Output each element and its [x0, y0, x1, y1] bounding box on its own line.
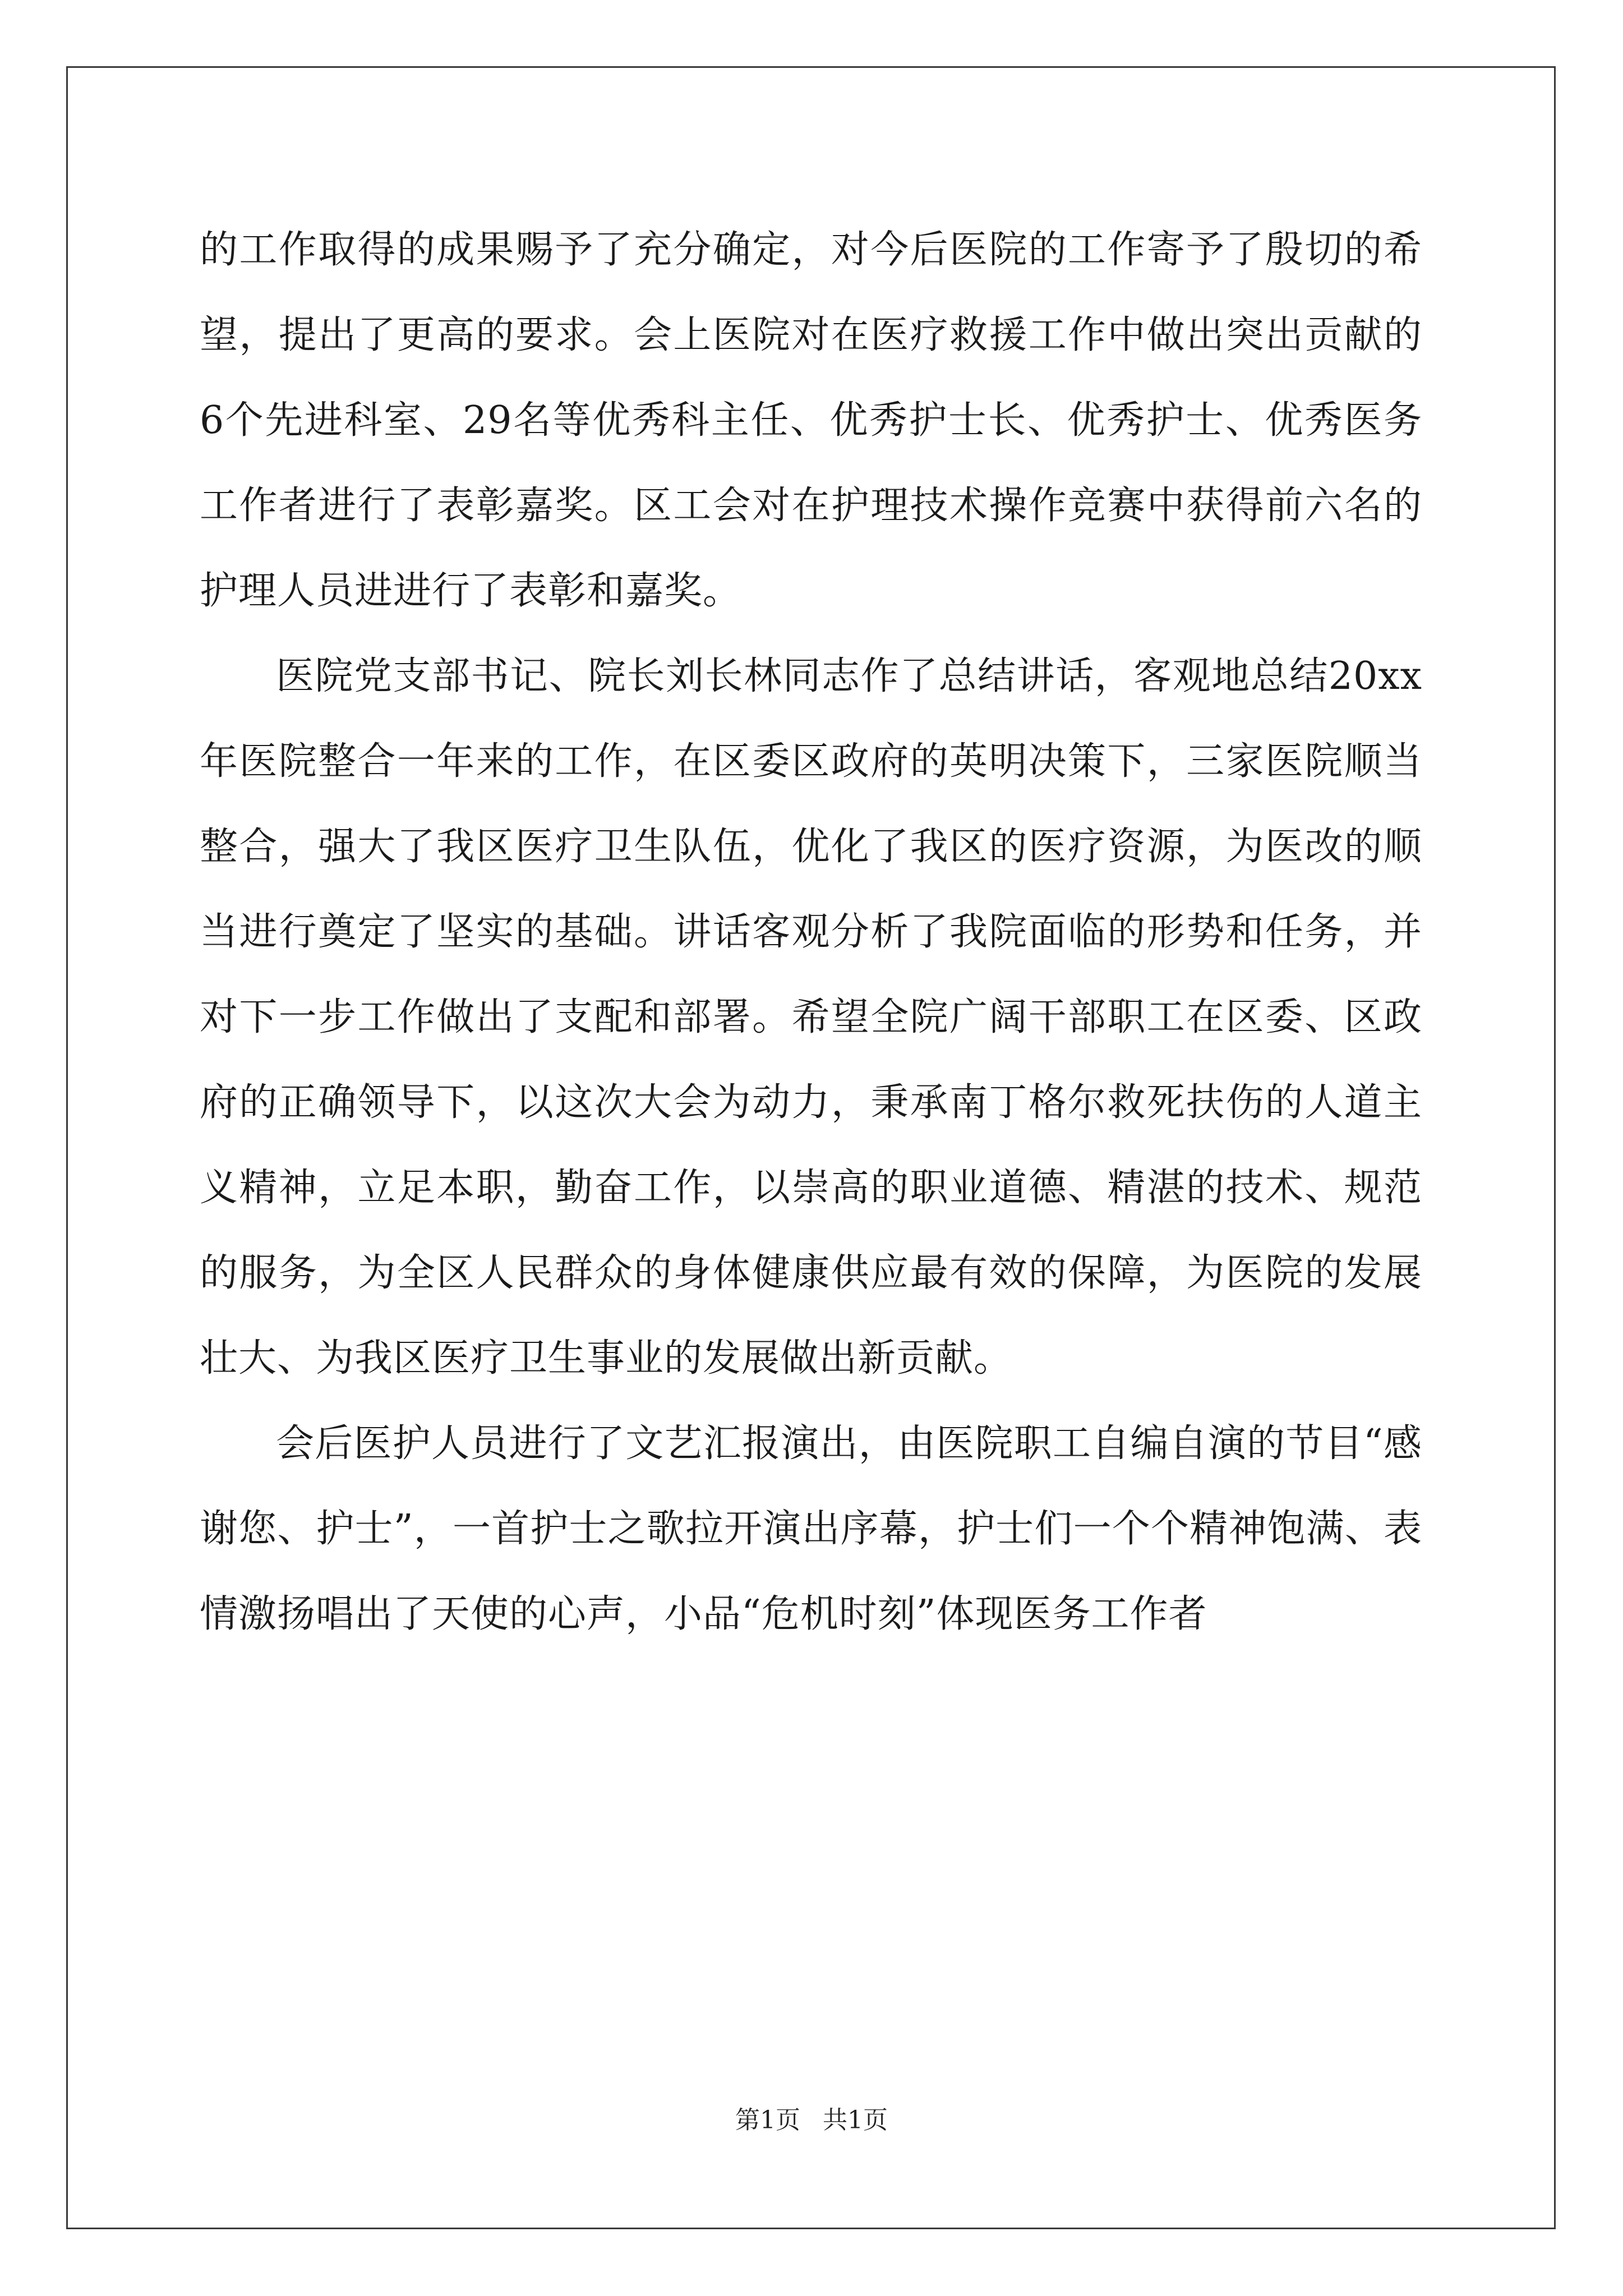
paragraph-3: 会后医护人员进行了文艺汇报演出，由医院职工自编自演的节目“感谢您、护士”，一首护士之歌拉开演出序幕，护士们一个个精神饱满、表情激扬唱出了天使的心声，小品“危机时刻”体现医务工作者 — [200, 1421, 1422, 1636]
page-footer — [0, 2104, 1623, 2137]
paragraph-2: 医院党支部书记、院长刘长林同志作了总结讲话，客观地总结20xx年医院整合一年来的工作，在区委区政府的英明决策下，三家医院顺当整合，强大了我区医疗卫生队伍，优化了我区的医疗资源，为医改的顺当进行奠定了坚实的基础。讲话客观分析了我院面临的形势和任务，并对下一步工作做出了支配和部署。希望全院广阔干部职工在区委、区政府的正确领导下，以这次大会为动力，秉承南丁格尔救死扶伤的人道主义精神，立足本职，勤奋工作，以崇高的职业道德、精湛的技术、规范的服务，为全区人民群众的身体健康供应最有效的保障，为医院的发展壮大、为我区医疗卫生事业的发展做出新贡献。 — [200, 654, 1422, 1381]
paragraph-1: 的工作取得的成果赐予了充分确定，对今后医院的工作寄予了殷切的希望，提出了更高的要求。会上医院对在医疗救援工作中做出突出贡献的6个先进科室、29名等优秀科主任、优秀护士长、优秀护士、优秀医务工作者进行了表彰嘉奖。区工会对在护理技术操作竞赛中获得前六名的护理人员进进行了表彰和嘉奖。 — [200, 228, 1422, 613]
page-number: 第1页 — [735, 2106, 800, 2134]
page-total: 共1页 — [823, 2106, 888, 2134]
document-body — [200, 208, 1422, 1657]
